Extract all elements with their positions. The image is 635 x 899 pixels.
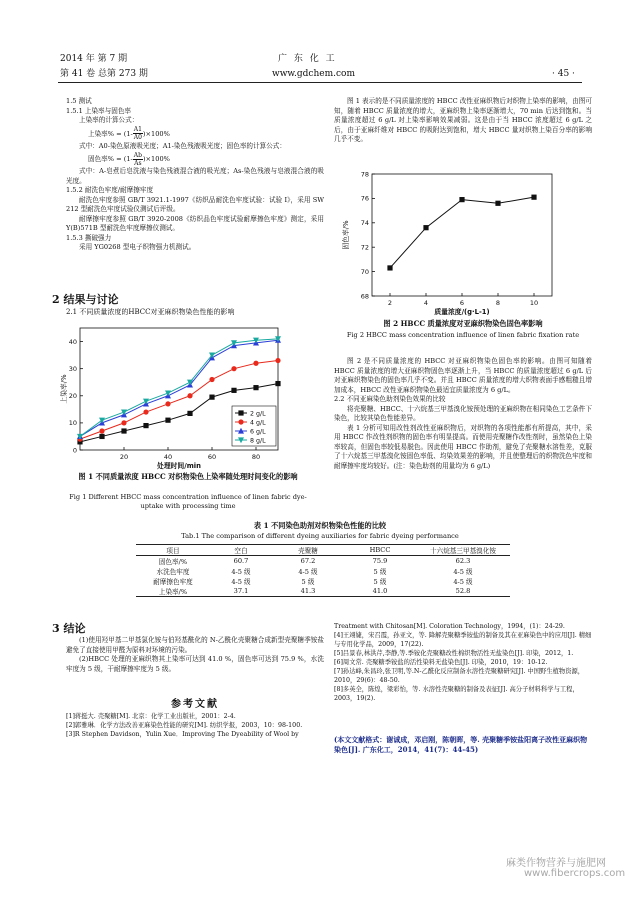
data-point bbox=[253, 385, 258, 390]
data-point bbox=[99, 434, 104, 439]
wash-fastness-text: 耐洗色牢度参照 GB/T 3921.1-1997《纺织品耐洗色牢度试验：试验 I》，采用 SW 212 型耐洗色牢度试验仪测试后评级。 bbox=[66, 195, 324, 213]
data-point bbox=[209, 377, 214, 382]
table-cell: 5 级 bbox=[373, 578, 387, 586]
table-cell: 上染率/% bbox=[158, 588, 188, 596]
y-tick-label: 76 bbox=[360, 194, 369, 203]
table-row bbox=[136, 576, 510, 586]
right-paragraph-1: 图 1 表示的是不同质量浓度的 HBCC 改性亚麻织物后对织物上染率的影响，由图可知，随着 HBCC 质量浓度的增大，亚麻织物上染率逐渐增大，70 min 后达到饱和。当质量浓度超过 6 g/L 对上染率影响效果减弱。这是由于当 HBCC 浓度超过 6 g/L 之后，由于亚麻纤维对 HBCC 的吸附达到饱和，增大 HBCC 量对织物上染百分率的影响几乎不变。 bbox=[334, 97, 592, 143]
data-point bbox=[165, 401, 170, 406]
x-tick-label: 80 bbox=[251, 453, 261, 461]
reference-item: [1]蒋挺大. 壳聚糖[M]. 北京：化学工业出版社，2001：2-4. bbox=[66, 713, 236, 720]
reference-item: Treatment with Chitosan[M]. Coloration Technology，1994，(1)：24-29. bbox=[334, 623, 565, 630]
section-1-5: 1.5 测试 bbox=[66, 97, 92, 105]
x-tick-label: 2 bbox=[387, 299, 393, 307]
reference-item: [7]孙达峰,朱昌玲,张卫明,等.N-乙酰化反应制备水溶性壳聚糖研究[J]. 中国野生植物资源，2010，29(6)：48-50. bbox=[334, 668, 585, 684]
table-cell: 60.7 bbox=[233, 557, 249, 565]
table-cell: 41.3 bbox=[300, 587, 316, 595]
reference-item: [3]R Stephen Davidson，Yulin Xue．Improving The Dyeability of Wool by bbox=[66, 731, 299, 738]
data-point bbox=[187, 411, 192, 416]
reference-item: [8]多英全，陈煌，梁彩怡，等. 水溶性壳聚糖的制备及表征[J]. 高分子材料科学与工程，2003，19(2). bbox=[334, 686, 579, 702]
formula-intro: 上染率的计算公式： bbox=[79, 116, 139, 124]
data-point bbox=[143, 423, 148, 428]
table-cell: 4-5 级 bbox=[453, 578, 473, 586]
data-point bbox=[423, 225, 428, 230]
reference-item: [2]郭雅琳．化学方法改善亚麻染色性能的研究[M]. 纺织学报，2003，10：98-100. bbox=[66, 722, 303, 729]
journal-url: www.gdchem.com bbox=[272, 69, 355, 79]
data-point bbox=[143, 409, 148, 414]
data-point bbox=[275, 381, 280, 386]
data-point bbox=[387, 265, 392, 270]
table-cell: 75.9 bbox=[372, 557, 388, 565]
x-tick-label: 40 bbox=[163, 453, 173, 461]
y-tick-label: 70 bbox=[360, 267, 369, 276]
volume-label: 第 41 卷 总第 273 期 bbox=[60, 69, 148, 79]
table-cell: 67.2 bbox=[300, 557, 316, 565]
journal-title: 广 东 化 工 bbox=[278, 54, 337, 64]
table-1-title-en: Tab.1 The comparison of different dyeing auxiliaries for fabric dyeing performance bbox=[181, 532, 459, 540]
data-point bbox=[531, 195, 536, 200]
x-tick-label: 6 bbox=[459, 299, 465, 307]
x-tick-label: 8 bbox=[495, 299, 501, 307]
data-point bbox=[99, 428, 104, 433]
table-header-cell: HBCC bbox=[369, 546, 391, 554]
y-tick-label: 30 bbox=[68, 364, 77, 373]
conclusion-point-1: (1)使用羟甲基二甲基氯化铵与伯羟基酰化的 N-乙酰化壳聚糖合成新型壳聚糖季铵盐避免了直接使用甲醛为原料对环境的污染。 bbox=[66, 636, 324, 654]
x-tick-label: 60 bbox=[207, 453, 217, 461]
table-1 bbox=[136, 545, 510, 597]
legend-label: 6 g/L bbox=[250, 428, 266, 436]
figure-1-caption-cn: 图 1 不同质量浓度 HBCC 对织物染色上染率随处理时间变化的影响 bbox=[78, 472, 298, 481]
data-point bbox=[253, 361, 258, 366]
y-tick-label: 20 bbox=[68, 392, 77, 401]
plot-frame bbox=[372, 174, 552, 296]
citation-format: (本文文献格式：谢诚成，邓启刚，陈朝晖，等. 壳聚糖季铵盐阳离子改性亚麻织物染色[J]. 广东化工，2014，41(7)：44-45) bbox=[334, 735, 588, 754]
reference-item: [5]吕景春,林洪芹,李静,等.季铵化壳聚糖改性棉织物活性无盐染色[J]. 印染，2012，1. bbox=[334, 650, 574, 657]
x-tick-label: 4 bbox=[423, 299, 429, 307]
table-cell: 水洗色牢度 bbox=[156, 568, 190, 576]
legend-label: 2 g/L bbox=[250, 410, 266, 418]
right-column-lower bbox=[334, 357, 592, 471]
table-1-title-cn: 表 1 不同染色助剂对织物染色性能的比较 bbox=[253, 521, 387, 530]
watermark-cn: 麻类作物营养与施肥网 bbox=[506, 858, 606, 869]
x-axis-label: 质量浓度/(g·L-1) bbox=[434, 308, 490, 316]
series-line bbox=[390, 197, 534, 268]
data-point bbox=[165, 418, 170, 423]
conclusion-point-2: (2)HBCC 处理的亚麻织物其上染率可达到 41.0 %，固色率可达到 75.9 %，水洗牢度为 5 级，干耐摩擦牢度为 5 级。 bbox=[66, 655, 324, 673]
section-3-heading: 3 结论 bbox=[52, 622, 86, 635]
x-tick-label: 20 bbox=[119, 453, 129, 461]
table-cell: 41.0 bbox=[372, 587, 388, 595]
data-point bbox=[121, 420, 126, 425]
table-header-row bbox=[136, 545, 510, 556]
legend-marker bbox=[238, 410, 243, 415]
section-2-2: 2.2 不同亚麻染色助剂染色效果的比较 bbox=[334, 395, 446, 403]
legend-marker bbox=[238, 419, 243, 424]
y-tick-label: 78 bbox=[360, 170, 369, 179]
table-cell: 耐摩擦色牢度 bbox=[153, 578, 193, 586]
data-point bbox=[187, 393, 192, 398]
watermark-en: www.fibercrops.com bbox=[524, 868, 626, 879]
table-cell: 5 级 bbox=[373, 568, 387, 576]
table-cell: 固色率/% bbox=[158, 558, 188, 566]
legend-label: 8 g/L bbox=[250, 437, 266, 445]
y-tick-label: 74 bbox=[360, 219, 369, 228]
y-tick-label: 72 bbox=[360, 243, 369, 252]
header-rule bbox=[58, 82, 582, 83]
x-axis-label: 处理时间/min bbox=[157, 462, 201, 470]
y-tick-label: 68 bbox=[360, 292, 369, 301]
section-2-1-heading: 2.1 不同质量浓度的HBCC对亚麻织物染色性能的影响 bbox=[66, 308, 235, 316]
table-cell: 5 级 bbox=[301, 578, 315, 586]
conclusion-body bbox=[66, 636, 324, 674]
formula-notes-1: 式中：A0-染色原液吸光度；A1-染色残液吸光度；固色率的计算公式： bbox=[79, 141, 286, 150]
section-1-5-1: 1.5.1 上染率与固色率 bbox=[66, 106, 132, 115]
data-point bbox=[459, 197, 464, 202]
tear-strength-text: 采用 YG0268 型电子织物强力机测试。 bbox=[79, 243, 196, 251]
table-header-cell: 十六烷基三甲基溴化铵 bbox=[430, 547, 496, 555]
figure-2-chart bbox=[336, 168, 572, 318]
section-2-heading: 2 结果与讨论 bbox=[52, 293, 119, 306]
table-cell: 4-5 级 bbox=[298, 568, 318, 576]
formula-fixation: 固色率% = (1- $\frac{Ab}{As}$ )×100% bbox=[88, 151, 170, 167]
right-paragraph-4: 表 1 分析可知用改性剂改性亚麻织物后，对织物的各项性能都有所提高，其中，采用 HBCC 作改性剂织物的固色率有明显提高。而使用壳聚糖作改性剂时，虽然染色上染率较高，但固色率较低易脱色。因此使用 HBCC 作助剂，避免了壳聚糖水溶性差，克服了十六烷基三甲基溴化铵固色率低、均染效果差的影响，并且使整理后的织物洗色牢度和耐摩擦牢度均较好。(注：染色助剂的用量均为 6 g/L) bbox=[334, 423, 592, 470]
rub-fastness-text: 耐摩擦牢度参照 GB/T 3920-2008《纺织品色牢度试验耐摩擦色牢度》测定，采用 Y(B)571B 型耐洗色牢度摩擦仪测试。 bbox=[66, 214, 324, 232]
table-cell: 37.1 bbox=[233, 587, 249, 595]
table-header-cell: 空白 bbox=[234, 547, 248, 555]
issue-label: 2014 年 第 7 期 bbox=[60, 54, 128, 64]
table-cell: 52.8 bbox=[455, 587, 471, 595]
table-row bbox=[136, 556, 510, 567]
data-point bbox=[209, 395, 214, 400]
table-row bbox=[136, 566, 510, 576]
y-tick-label: 40 bbox=[68, 337, 77, 346]
right-paragraph-3: 将壳聚糖、HBCC、十六烷基三甲基溴化铵预处理的亚麻织物在相同染色工艺条件下染色，比较其染色性能差异。 bbox=[334, 404, 592, 422]
table-cell: 4-5 级 bbox=[231, 568, 251, 576]
figure-2-caption-cn: 图 2 HBCC 质量浓度对亚麻织物染色固色率影响 bbox=[383, 319, 543, 328]
y-axis-label: 固色率/% bbox=[342, 220, 350, 250]
references-right bbox=[334, 622, 592, 703]
left-column bbox=[66, 97, 324, 253]
legend-label: 4 g/L bbox=[250, 419, 266, 427]
table-cell: 4-5 级 bbox=[453, 568, 473, 576]
y-tick-label: 10 bbox=[68, 419, 77, 428]
table-header-cell: 壳聚糖 bbox=[298, 547, 318, 555]
table-header-cell: 项目 bbox=[166, 547, 180, 555]
table-cell: 4-5 级 bbox=[231, 578, 251, 586]
page-number: · 45 · bbox=[552, 69, 575, 79]
section-1-5-2: 1.5.2 耐洗色牢度/耐摩擦牢度 bbox=[66, 186, 154, 194]
y-axis-label: 上染率/% bbox=[60, 374, 68, 404]
y-tick-label: 0 bbox=[72, 446, 77, 455]
data-point bbox=[231, 366, 236, 371]
reference-item: [4]王翊婕，宋召霞，孙亚文，等. 降解壳聚糖季铵盐的制备及其在亚麻染色中的应用[J]. 精细与专用化学品，2009，17(22). bbox=[334, 632, 592, 648]
references-left bbox=[66, 712, 324, 739]
section-1-5-3: 1.5.3 撕破强力 bbox=[66, 233, 112, 242]
x-tick-label: 10 bbox=[529, 299, 539, 307]
references-heading: 参考文献 bbox=[171, 699, 219, 710]
data-point bbox=[121, 428, 126, 433]
formula-notes-2: 式中：A-皂煮后皂洗液与染色残液混合液的吸光度；As-染色残液与皂液混合液的吸光度。 bbox=[66, 167, 324, 185]
right-paragraph-2: 图 2 是不同质量浓度的 HBCC 对亚麻织物染色固色率的影响。由图可知随着 HBCC 质量浓度的增大亚麻织物固色率逐渐上升，当 HBCC 的质量浓度超过 6 g/L 后对亚麻织物染色的固色率几乎不变。并且 HBCC 质量浓度的增大织物表面手感粗糙且增加成本，HBCC 改性亚麻织物染色最适宜质量浓度为 6 g/L。 bbox=[334, 357, 592, 394]
table-cell: 62.3 bbox=[455, 557, 471, 565]
reference-item: [6]周文常. 壳聚糖季铵盐的活性染料无盐染色[J]. 印染，2010，19：10-12. bbox=[334, 659, 548, 666]
figure-2-caption-en: Fig 2 HBCC mass concentration influence of linen fabric fixation rate bbox=[346, 331, 580, 339]
data-point bbox=[495, 201, 500, 206]
data-point bbox=[231, 388, 236, 393]
table-row bbox=[136, 586, 510, 597]
figure-1-chart bbox=[56, 322, 296, 470]
formula-dye-uptake: 上染率% = (1- $\frac{A1}{A0}$ )×100% bbox=[88, 126, 170, 141]
figure-1-caption-en: Fig 1 Different HBCC mass concentration influence of linen fabric dye-uptake with processing time bbox=[69, 493, 307, 510]
data-point bbox=[275, 358, 280, 363]
